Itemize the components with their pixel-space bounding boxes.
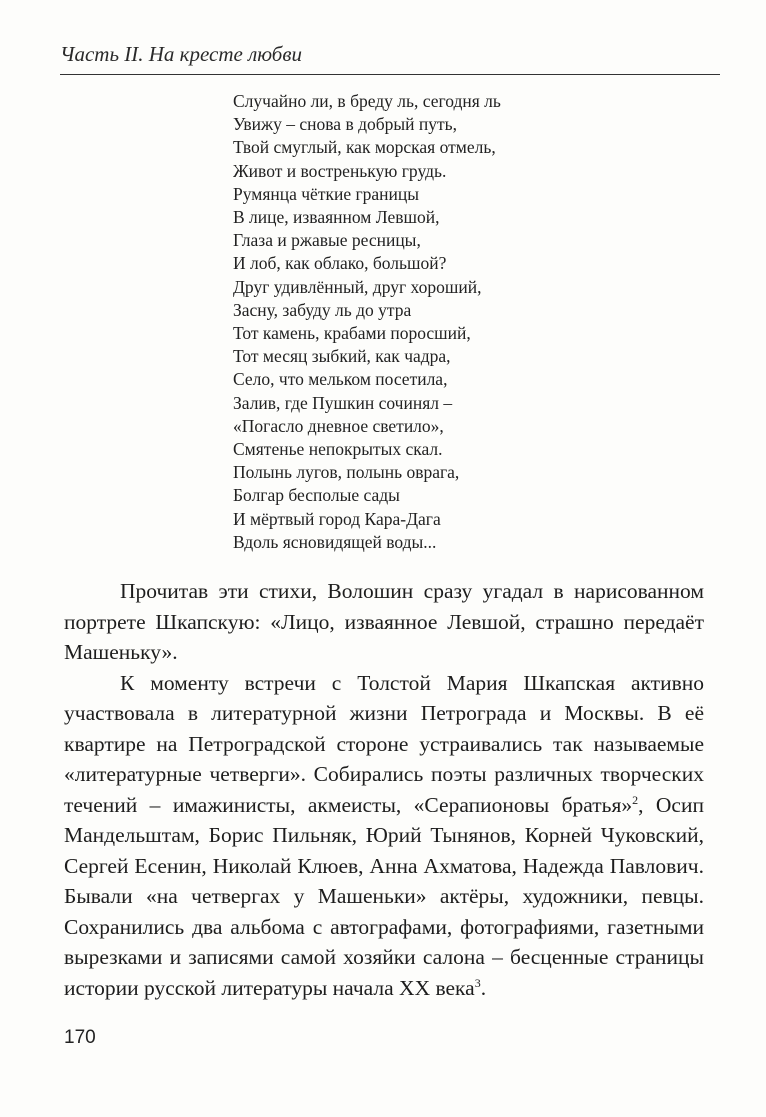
poem-line: «Погасло дневное светило», bbox=[233, 415, 444, 436]
header-rule bbox=[60, 74, 720, 75]
running-header: Часть II. На кресте любви bbox=[60, 42, 302, 66]
paragraph-2-end: . bbox=[480, 975, 487, 1000]
poem-line: Полынь лугов, полынь оврага, bbox=[233, 462, 460, 483]
footnote-ref-3: 3 bbox=[474, 975, 481, 990]
page-number: 170 bbox=[64, 1027, 96, 1048]
poem-line: Вдоль ясновидящей воды... bbox=[233, 531, 437, 552]
paragraph-1: Прочитав эти стихи, Волошин сразу угадал в нарисованном портрете Шкапскую: «Лицо, изваянное Левшой, страшно передаёт Машеньку». bbox=[64, 579, 704, 664]
poem-line: И лоб, как облако, большой? bbox=[233, 253, 447, 274]
poem-line: Болгар бесполые сады bbox=[233, 485, 400, 506]
poem-line: Друг удивлённый, друг хороший, bbox=[233, 276, 482, 297]
footnote-ref-2: 2 bbox=[632, 792, 639, 807]
poem bbox=[233, 90, 501, 554]
poem-line: И мёртвый город Кара-Дага bbox=[233, 508, 441, 529]
body-text bbox=[64, 576, 704, 1003]
poem-line: Увижу – снова в добрый путь, bbox=[233, 114, 458, 135]
paragraph-2-text-a: К моменту встречи с Толстой Мария Шкапская активно участвовала в литературной жизни Петрограда и Москвы. В её квартире на Петроградской стороне устраивались так называемые «литературные четверги». Собирались поэты различных творческих течений – имажинисты, акмеисты, «Серапионовы братья» bbox=[64, 670, 704, 817]
poem-line: Румянца чёткие границы bbox=[233, 183, 420, 204]
poem-line: Глаза и ржавые ресницы, bbox=[233, 230, 421, 251]
poem-line: Твой смуглый, как морская отмель, bbox=[233, 137, 496, 158]
paragraph-2 bbox=[64, 668, 704, 1004]
paragraph-2-text-b: , Осип Мандельштам, Борис Пильняк, Юрий Тынянов, Корней Чуковский, Сергей Есенин, Николай Клюев, Анна Ахматова, Надежда Павлович. Бывали «на четвергах у Машеньки» актёры, художники, певцы. Сохранились два альбома с автографами, фотографиями, газетными вырезками и записями самой хозяйки салона – бесценные страницы истории русской литературы начала XX века bbox=[64, 792, 704, 1000]
poem-line: Село, что мельком посетила, bbox=[233, 369, 448, 390]
poem-line: Живот и востренькую грудь. bbox=[233, 160, 447, 181]
poem-line: Залив, где Пушкин сочинял – bbox=[233, 392, 453, 413]
poem-line: В лице, изваянном Левшой, bbox=[233, 207, 440, 228]
poem-line: Тот камень, крабами поросший, bbox=[233, 323, 471, 344]
poem-line: Смятенье непокрытых скал. bbox=[233, 439, 443, 460]
poem-line: Тот месяц зыбкий, как чадра, bbox=[233, 346, 451, 367]
poem-line: Случайно ли, в бреду ль, сегодня ль bbox=[233, 91, 501, 111]
poem-line: Засну, забуду ль до утра bbox=[233, 299, 412, 320]
